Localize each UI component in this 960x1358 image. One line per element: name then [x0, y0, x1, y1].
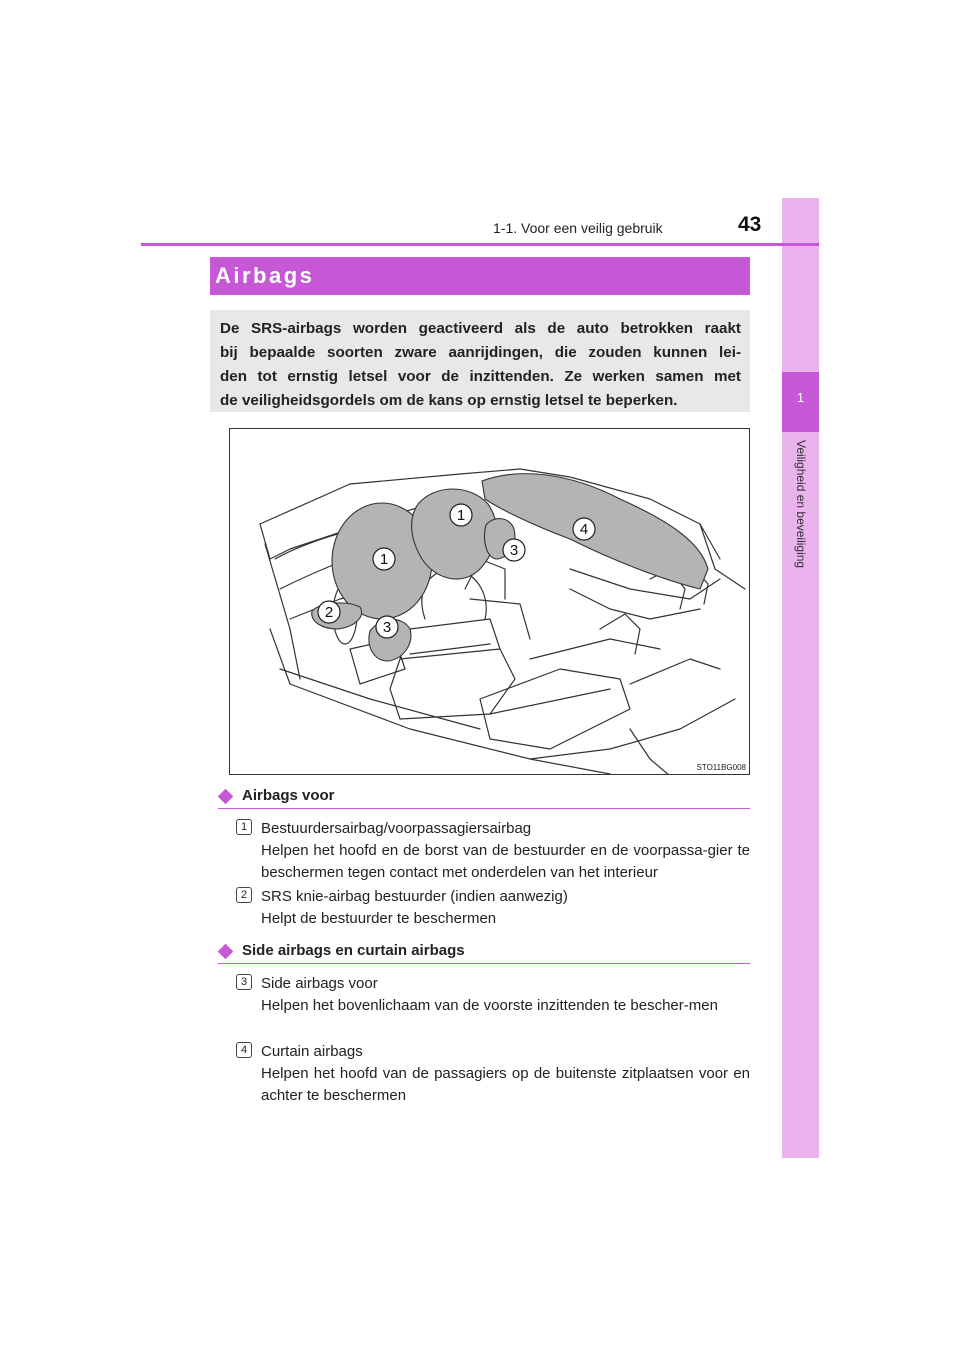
- diamond-bullet-icon: [218, 789, 234, 805]
- item-description: Helpen het bovenlichaam van de voorste inzittenden te bescher-men: [261, 997, 718, 1014]
- item-number: 2: [236, 887, 252, 903]
- svg-text:2: 2: [324, 604, 334, 621]
- item-title: Side airbags voor: [261, 975, 378, 992]
- header-divider: [141, 243, 819, 246]
- item-number: 3: [236, 974, 252, 990]
- chapter-number: 1: [796, 390, 805, 405]
- svg-text:3: 3: [382, 619, 392, 636]
- subsection-side-curtain-airbags: [218, 942, 750, 964]
- item-number: 1: [236, 819, 252, 835]
- car-interior-drawing: [230, 429, 750, 775]
- airbag-illustration: [229, 428, 750, 775]
- intro-line: de veiligheidsgordels om de kans op ernstig letsel te beperken.: [220, 392, 678, 409]
- chapter-side-tab: [782, 198, 819, 1158]
- svg-text:4: 4: [579, 521, 589, 538]
- intro-box: [210, 310, 750, 412]
- item-number: 4: [236, 1042, 252, 1058]
- callout-2: [318, 601, 340, 623]
- callout-3-driver: [376, 616, 398, 638]
- callout-4: [573, 518, 595, 540]
- section-heading: 1-1. Voor een veilig gebruik: [493, 220, 663, 236]
- item-description: Helpt de bestuurder te beschermen: [261, 910, 497, 927]
- item-title: Bestuurdersairbag/voorpassagiersairbag: [261, 820, 532, 837]
- item-title: SRS knie-airbag bestuurder (indien aanwezig): [261, 888, 568, 905]
- chapter-title-tab: [794, 440, 808, 640]
- item-description: Helpen het hoofd en de borst van de bestuurder en de voorpassa-gier te beschermen tegen contact met onderdelen van het interieur: [261, 842, 750, 881]
- subsection-heading: Side airbags en curtain airbags: [242, 942, 465, 959]
- page-title-bar: [210, 257, 750, 295]
- figure-code: STO11BG008: [696, 763, 746, 772]
- item-title: Curtain airbags: [261, 1043, 363, 1060]
- chapter-number-tab[interactable]: [782, 372, 819, 432]
- svg-text:1: 1: [456, 507, 466, 524]
- subsection-front-airbags: [218, 787, 750, 809]
- chapter-title: Veiligheid en beveiliging: [794, 440, 808, 569]
- callout-3-passenger: [503, 539, 525, 561]
- callout-1-passenger: [450, 504, 472, 526]
- intro-line: De SRS-airbags worden geactiveerd als de auto betrokken raakt: [220, 320, 741, 337]
- item-description: Helpen het hoofd van de passagiers op de buitenste zitplaatsen voor en achter te beschermen: [261, 1065, 750, 1104]
- subsection-heading: Airbags voor: [242, 787, 335, 804]
- svg-text:1: 1: [379, 551, 389, 568]
- diamond-bullet-icon: [218, 944, 234, 960]
- svg-text:3: 3: [509, 542, 519, 559]
- intro-line: den tot ernstig letsel voor de inzittenden. Ze werken samen met: [220, 368, 741, 385]
- intro-line: bij bepaalde soorten zware aanrijdingen, die zouden kunnen lei-: [220, 344, 741, 361]
- callout-1-driver: [373, 548, 395, 570]
- page-number: 43: [738, 213, 762, 236]
- page-title: Airbags: [215, 263, 315, 288]
